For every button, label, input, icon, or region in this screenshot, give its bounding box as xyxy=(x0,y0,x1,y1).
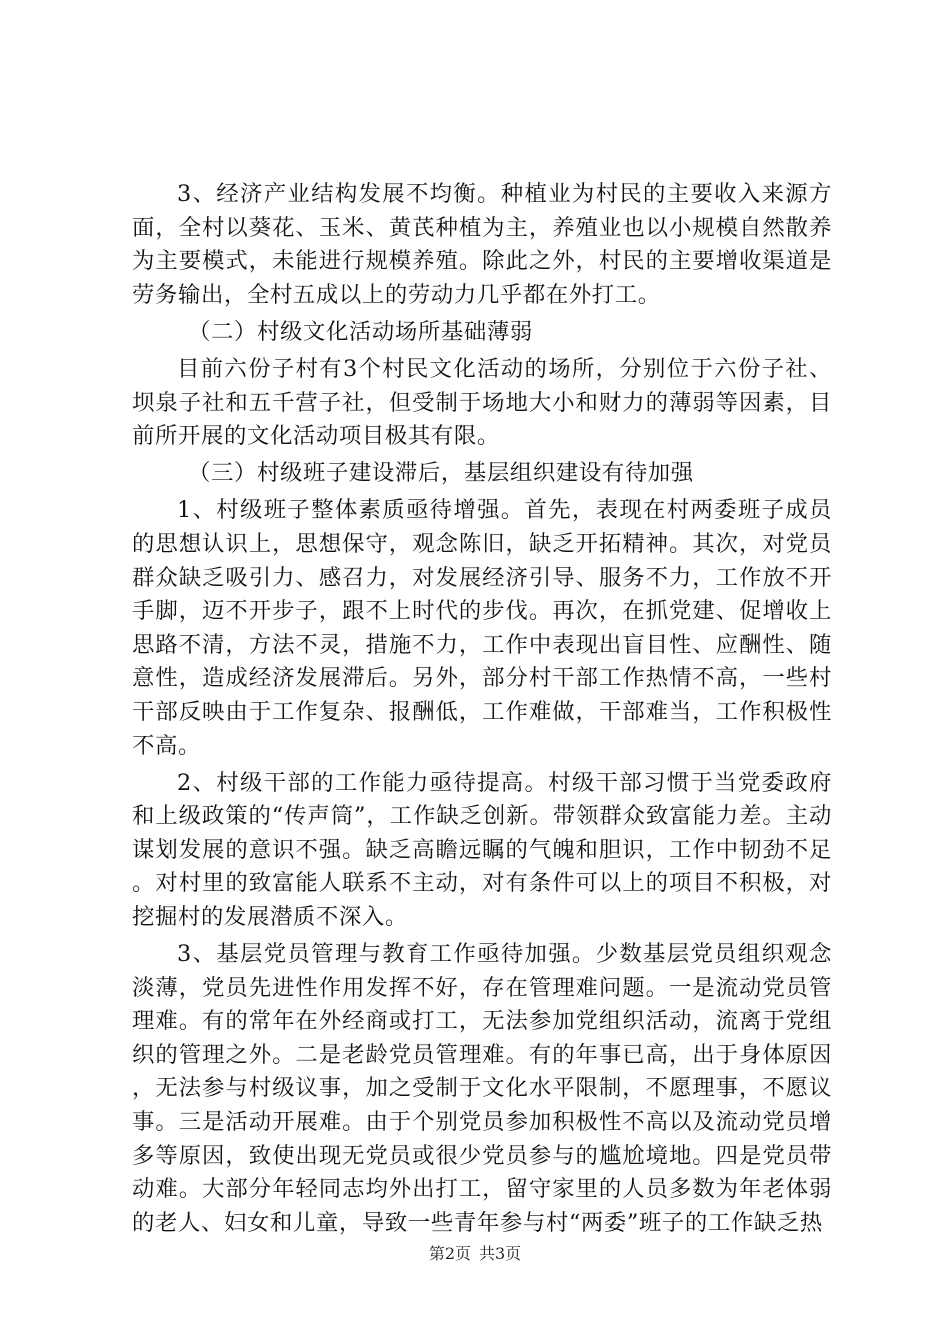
page-footer xyxy=(0,1244,950,1264)
paragraph-leadership-quality: 1、村级班子整体素质亟待增强。首先，表现在村两委班子成员的思想认识上，思想保守，观念陈旧，缺乏开拓精神。其次，对党员群众缺乏吸引力、感召力，对发展经济引导、服务不力，工作放不开手脚，迈不开步子，跟不上时代的步伐。再次，在抓党建、促增收上思路不清，方法不灵，措施不力，工作中表现出盲目性、应酬性、随意性，造成经济发展滞后。另外，部分村干部工作热情不高，一些村干部反映由于工作复杂、报酬低，工作难做，干部难当，工作积极性不高。 xyxy=(132,497,832,759)
paragraph-party-member-management: 3、基层党员管理与教育工作亟待加强。少数基层党员组织观念淡薄，党员先进性作用发挥不好，存在管理难问题。一是流动党员管理难。有的常年在外经商或打工，无法参加党组织活动，流离于党组织的管理之外。二是老龄党员管理难。有的年事已高，出于身体原因，无法参与村级议事，加之受制于文化水平限制，不愿理事，不愿议事。三是活动开展难。由于个别党员参加积极性不高以及流动党员增多等原因，致使出现无党员或很少党员参与的尴尬境地。四是党员带动难。大部分年轻同志均外出打工，留守家里的人员多数为年老体弱的老人、妇女和儿童，导致一些青年参与村“两委”班子的工作缺乏热 xyxy=(132,941,832,1236)
section-heading-culture-venues: （二）村级文化活动场所基础薄弱 xyxy=(188,318,533,345)
paragraph-cadre-ability: 2、村级干部的工作能力亟待提高。村级干部习惯于当党委政府和上级政策的“传声筒”，工作缺乏创新。带领群众致富能力差。主动谋划发展的意识不强。缺乏高瞻远瞩的气魄和胆识，工作中韧劲不足。对村里的致富能人联系不主动，对有条件可以上的项目不积极，对挖掘村的发展潜质不深入。 xyxy=(132,769,832,930)
paragraph-culture-venues: 目前六份子村有3个村民文化活动的场所，分别位于六份子社、坝泉子社和五千营子社，但受制于场地大小和财力的薄弱等因素，目前所开展的文化活动项目极其有限。 xyxy=(132,355,832,450)
section-heading-village-leadership: （三）村级班子建设滞后，基层组织建设有待加强 xyxy=(188,460,694,487)
document-body xyxy=(132,178,832,1240)
page-total: 共3页 xyxy=(479,1244,522,1263)
page-number: 第2页 xyxy=(428,1244,471,1263)
paragraph-economic-structure: 3、经济产业结构发展不均衡。种植业为村民的主要收入来源方面，全村以葵花、玉米、黄芪种植为主，养殖业也以小规模自然散养为主要模式，未能进行规模养殖。除此之外，村民的主要增收渠道是劳务输出，全村五成以上的劳动力几乎都在外打工。 xyxy=(132,181,832,308)
